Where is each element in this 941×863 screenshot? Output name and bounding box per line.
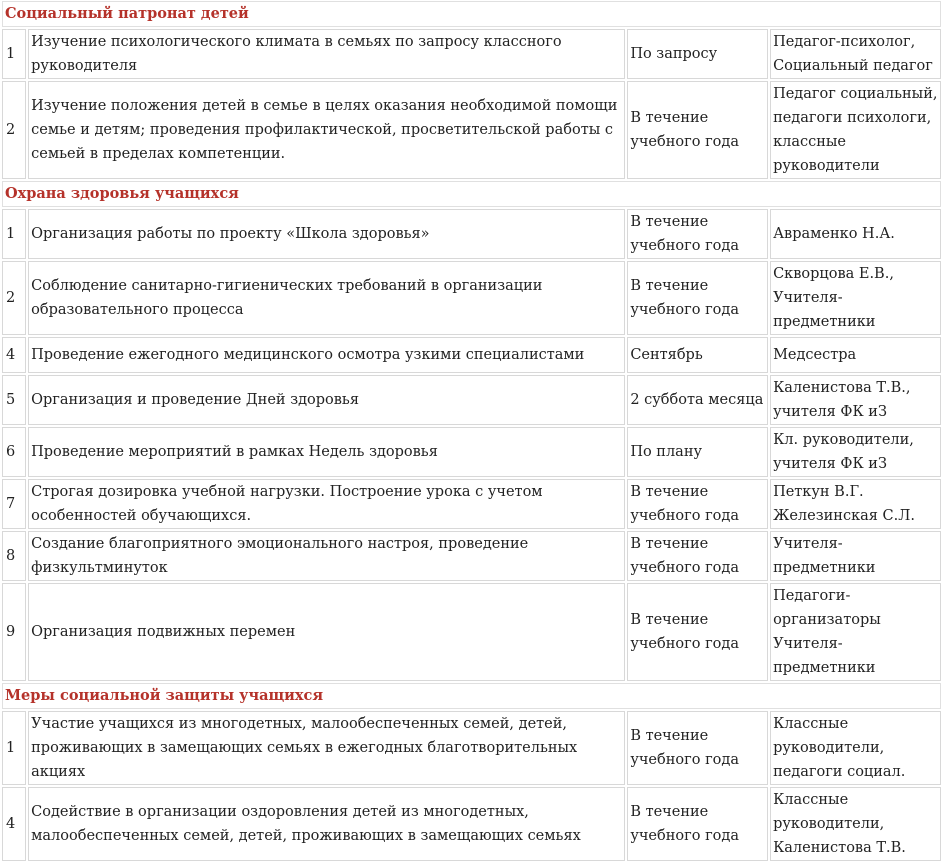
responsible-text: Скворцова Е.В., Учителя-предметники xyxy=(770,261,941,335)
timing-text: В течение учебного года xyxy=(627,531,768,581)
responsible-text: Петкун В.Г. Железинская С.Л. xyxy=(770,479,941,529)
timing-text: В течение учебного года xyxy=(627,711,768,785)
timing-text: В течение учебного года xyxy=(627,261,768,335)
timing-text: В течение учебного года xyxy=(627,583,768,681)
table-row xyxy=(2,583,941,681)
activity-text: Проведение мероприятий в рамках Недель здоровья xyxy=(28,427,625,477)
row-number: 7 xyxy=(2,479,26,529)
timing-text: По запросу xyxy=(627,29,768,79)
table-row xyxy=(2,427,941,477)
table-row xyxy=(2,479,941,529)
section-title: Меры социальной защиты учащихся xyxy=(2,683,941,709)
responsible-text: Медсестра xyxy=(770,337,941,373)
row-number: 4 xyxy=(2,787,26,861)
section-header xyxy=(2,181,941,207)
responsible-text: Каленистова Т.В., учителя ФК иЗ xyxy=(770,375,941,425)
responsible-text: Классные руководители, педагоги социал. xyxy=(770,711,941,785)
timing-text: В течение учебного года xyxy=(627,81,768,179)
activity-text: Содействие в организации оздоровления детей из многодетных, малообеспеченных семей, детей, проживающих в замещающих семьях xyxy=(28,787,625,861)
activity-text: Изучение положения детей в семье в целях оказания необходимой помощи семье и детям; проведения профилактической, просветительской работы с семьей в пределах компетенции. xyxy=(28,81,625,179)
section-header xyxy=(2,1,941,27)
activity-text: Соблюдение санитарно-гигиенических требований в организации образовательного процесса xyxy=(28,261,625,335)
table-row xyxy=(2,81,941,179)
timing-text: В течение учебного года xyxy=(627,479,768,529)
row-number: 5 xyxy=(2,375,26,425)
responsible-text: Авраменко Н.А. xyxy=(770,209,941,259)
row-number: 6 xyxy=(2,427,26,477)
activity-text: Организация и проведение Дней здоровья xyxy=(28,375,625,425)
section-header xyxy=(2,683,941,709)
row-number: 1 xyxy=(2,29,26,79)
row-number: 2 xyxy=(2,261,26,335)
section-title: Охрана здоровья учащихся xyxy=(2,181,941,207)
table-row xyxy=(2,261,941,335)
table-row xyxy=(2,337,941,373)
row-number: 9 xyxy=(2,583,26,681)
responsible-text: Кл. руководители, учителя ФК иЗ xyxy=(770,427,941,477)
table-row xyxy=(2,375,941,425)
table-row xyxy=(2,787,941,861)
activity-text: Участие учащихся из многодетных, малообеспеченных семей, детей, проживающих в замещающих семьях в ежегодных благотворительных акциях xyxy=(28,711,625,785)
section-title: Социальный патронат детей xyxy=(2,1,941,27)
activity-text: Проведение ежегодного медицинского осмотра узкими специалистами xyxy=(28,337,625,373)
table-row xyxy=(2,711,941,785)
activity-text: Создание благоприятного эмоционального настроя, проведение физкультминуток xyxy=(28,531,625,581)
responsible-text: Педагог-психолог, Социальный педагог xyxy=(770,29,941,79)
row-number: 2 xyxy=(2,81,26,179)
table-row xyxy=(2,209,941,259)
row-number: 4 xyxy=(2,337,26,373)
activity-text: Изучение психологического климата в семьях по запросу классного руководителя xyxy=(28,29,625,79)
row-number: 1 xyxy=(2,209,26,259)
responsible-text: Учителя-предметники xyxy=(770,531,941,581)
table-row xyxy=(2,29,941,79)
activity-text: Строгая дозировка учебной нагрузки. Построение урока с учетом особенностей обучающихся. xyxy=(28,479,625,529)
timing-text: В течение учебного года xyxy=(627,787,768,861)
row-number: 1 xyxy=(2,711,26,785)
timing-text: В течение учебного года xyxy=(627,209,768,259)
activity-text: Организация работы по проекту «Школа здоровья» xyxy=(28,209,625,259)
responsible-text: Педагоги-организаторы Учителя-предметники xyxy=(770,583,941,681)
timing-text: 2 суббота месяца xyxy=(627,375,768,425)
table-row xyxy=(2,531,941,581)
responsible-text: Педагог социальный, педагоги психологи, классные руководители xyxy=(770,81,941,179)
responsible-text: Классные руководители, Каленистова Т.В. xyxy=(770,787,941,861)
timing-text: Сентябрь xyxy=(627,337,768,373)
activity-text: Организация подвижных перемен xyxy=(28,583,625,681)
row-number: 8 xyxy=(2,531,26,581)
timing-text: По плану xyxy=(627,427,768,477)
